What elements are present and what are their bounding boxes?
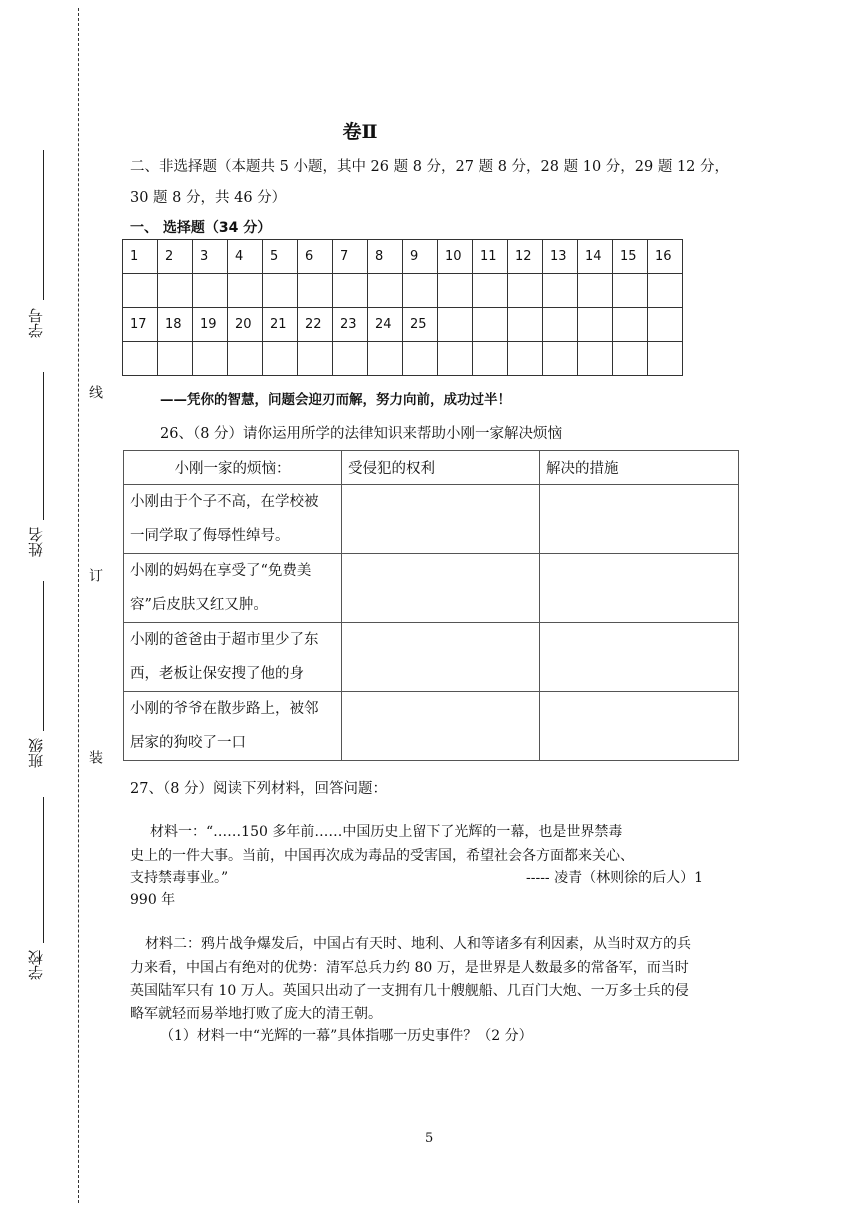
binding-dashed-line [78, 8, 79, 1203]
q27-material2-line3: 英国陆军只有 10 万人。英国只出动了一支拥有几十艘舰船、几百门大炮、一万多士兵的侵 [130, 983, 689, 999]
q26-worry-line: 居家的狗咬了一口 [130, 735, 246, 751]
motto: ——凭你的智慧，问题会迎刃而解，努力向前，成功过半！ [160, 392, 511, 408]
answer-cell[interactable] [333, 274, 368, 308]
answer-grid-answer-row [123, 274, 683, 308]
answer-cell[interactable] [578, 342, 613, 376]
table-row [124, 485, 739, 554]
grid-number [613, 308, 648, 342]
q27-material1-source: ----- 凌青（林则徐的后人）1 [526, 870, 704, 886]
grid-number: 13 [543, 240, 578, 274]
answer-cell[interactable] [158, 342, 193, 376]
q26-measures-answer-cell[interactable] [540, 623, 739, 692]
grid-number: 25 [403, 308, 438, 342]
answer-cell[interactable] [123, 274, 158, 308]
q26-rights-answer-cell[interactable] [342, 485, 540, 554]
answer-cell[interactable] [228, 342, 263, 376]
answer-cell[interactable] [613, 274, 648, 308]
q27-question1: （1）材料一中“光辉的一幕”具体指哪一历史事件？（2 分） [160, 1028, 533, 1044]
q27-material1-source-cont: 990 年 [130, 892, 176, 908]
q26-worry-line: 一同学取了侮辱性绰号。 [130, 528, 290, 544]
answer-cell[interactable] [368, 342, 403, 376]
answer-cell[interactable] [543, 274, 578, 308]
grid-number: 15 [613, 240, 648, 274]
answer-cell[interactable] [193, 342, 228, 376]
grid-number: 11 [473, 240, 508, 274]
grid-number: 19 [193, 308, 228, 342]
binding-mark-order: 订 [87, 568, 103, 582]
q26-worry-line: 容”后皮肤又红又肿。 [130, 597, 268, 613]
grid-number: 17 [123, 308, 158, 342]
grid-number: 6 [298, 240, 333, 274]
q26-measures-answer-cell[interactable] [540, 485, 739, 554]
answer-cell[interactable] [263, 342, 298, 376]
school-blank [43, 797, 44, 943]
answer-grid-number-row [123, 308, 683, 342]
section1-heading: 一、 选择题（34 分） [130, 220, 272, 236]
grid-number [438, 308, 473, 342]
answer-cell[interactable] [403, 342, 438, 376]
q26-worry-cell [124, 554, 342, 623]
answer-cell[interactable] [403, 274, 438, 308]
q26-worry-line: 小刚由于个子不高，在学校被 [130, 494, 319, 510]
section2-intro-line1: 二、非选择题（本题共 5 小题，其中 26 题 8 分，27 题 8 分，28 题 10 分，29 题 12 分， [130, 159, 730, 175]
answer-cell[interactable] [578, 274, 613, 308]
q26-rights-answer-cell[interactable] [342, 554, 540, 623]
answer-cell[interactable] [298, 342, 333, 376]
q26-rights-answer-cell[interactable] [342, 623, 540, 692]
section2-intro-line2: 30 题 8 分，共 46 分） [130, 190, 287, 206]
q26-header-rights: 受侵犯的权利 [342, 451, 540, 485]
q26-header-measures: 解决的措施 [540, 451, 739, 485]
q26-worry-cell [124, 692, 342, 761]
grid-number [473, 308, 508, 342]
name-label: 姓名 [27, 527, 45, 557]
q27-material1-line2: 史上的一件大事。当前，中国再次成为毒品的受害国，希望社会各方面都来关心、 [130, 848, 634, 864]
answer-cell[interactable] [123, 342, 158, 376]
grid-number: 9 [403, 240, 438, 274]
grid-number: 14 [578, 240, 613, 274]
answer-cell[interactable] [333, 342, 368, 376]
grid-number [648, 308, 683, 342]
grid-number [578, 308, 613, 342]
grid-number: 5 [263, 240, 298, 274]
q26-worry-line: 小刚的妈妈在享受了“免费美 [130, 563, 312, 579]
q27-material1-line3: 支持禁毒事业。” [130, 870, 229, 886]
answer-cell[interactable] [298, 274, 333, 308]
student-id-blank [43, 150, 44, 300]
answer-cell[interactable] [438, 274, 473, 308]
name-blank [43, 372, 44, 520]
grid-number: 20 [228, 308, 263, 342]
grid-number: 16 [648, 240, 683, 274]
table-row [124, 692, 739, 761]
grid-number: 18 [158, 308, 193, 342]
binding-mark-bind: 装 [87, 750, 103, 764]
grid-number: 21 [263, 308, 298, 342]
page-title: 卷Ⅱ [342, 121, 378, 143]
grid-number: 12 [508, 240, 543, 274]
school-label: 学校 [27, 950, 45, 980]
table-row [124, 623, 739, 692]
class-blank [43, 581, 44, 731]
q26-worry-line: 小刚的爸爸由于超市里少了东 [130, 632, 319, 648]
q26-header-worries: 小刚一家的烦恼： [124, 451, 342, 485]
grid-number [508, 308, 543, 342]
grid-number: 22 [298, 308, 333, 342]
answer-cell[interactable] [508, 342, 543, 376]
answer-cell[interactable] [193, 274, 228, 308]
answer-cell[interactable] [648, 342, 683, 376]
q27-material2-line2: 力来看，中国占有绝对的优势：清军总兵力约 80 万，是世界是人数最多的常备军，而当时 [130, 960, 689, 976]
answer-cell[interactable] [473, 342, 508, 376]
grid-number: 3 [193, 240, 228, 274]
table-row [124, 554, 739, 623]
page-number: 5 [425, 1131, 434, 1146]
class-label: 班级 [27, 738, 45, 768]
grid-number: 1 [123, 240, 158, 274]
q26-measures-answer-cell[interactable] [540, 554, 739, 623]
answer-cell[interactable] [228, 274, 263, 308]
q27-material2-line4: 略军就轻而易举地打败了庞大的清王朝。 [130, 1006, 382, 1022]
grid-number: 10 [438, 240, 473, 274]
q26-worry-line: 小刚的爷爷在散步路上，被邻 [130, 701, 319, 717]
q26-worry-cell [124, 623, 342, 692]
grid-number: 24 [368, 308, 403, 342]
grid-number [543, 308, 578, 342]
answer-grid-number-row [123, 240, 683, 274]
answer-cell[interactable] [648, 274, 683, 308]
answer-cell[interactable] [438, 342, 473, 376]
grid-number: 8 [368, 240, 403, 274]
grid-number: 2 [158, 240, 193, 274]
answer-cell[interactable] [158, 274, 193, 308]
q26-worry-line: 西，老板让保安搜了他的身 [130, 666, 304, 682]
q26-measures-answer-cell[interactable] [540, 692, 739, 761]
q26-rights-answer-cell[interactable] [342, 692, 540, 761]
answer-cell[interactable] [473, 274, 508, 308]
binding-mark-line: 线 [87, 385, 103, 399]
q26-worry-cell [124, 485, 342, 554]
q27-prompt: 27、（8 分）阅读下列材料，回答问题： [130, 781, 388, 797]
answer-cell[interactable] [613, 342, 648, 376]
answer-grid [122, 239, 683, 376]
q26-header-row [124, 451, 739, 485]
answer-grid-answer-row [123, 342, 683, 376]
q27-material1-line1: 材料一：“……150 多年前……中国历史上留下了光辉的一幕，也是世界禁毒 [150, 824, 623, 840]
answer-cell[interactable] [508, 274, 543, 308]
student-id-label: 学号 [27, 308, 45, 338]
grid-number: 23 [333, 308, 368, 342]
q27-material2-line1: 材料二：鸦片战争爆发后，中国占有天时、地利、人和等诸多有利因素，从当时双方的兵 [145, 936, 691, 952]
answer-cell[interactable] [263, 274, 298, 308]
grid-number: 4 [228, 240, 263, 274]
grid-number: 7 [333, 240, 368, 274]
answer-cell[interactable] [543, 342, 578, 376]
q26-table [123, 450, 739, 761]
q26-prompt: 26、（8 分）请你运用所学的法律知识来帮助小刚一家解决烦恼 [160, 426, 563, 442]
answer-cell[interactable] [368, 274, 403, 308]
